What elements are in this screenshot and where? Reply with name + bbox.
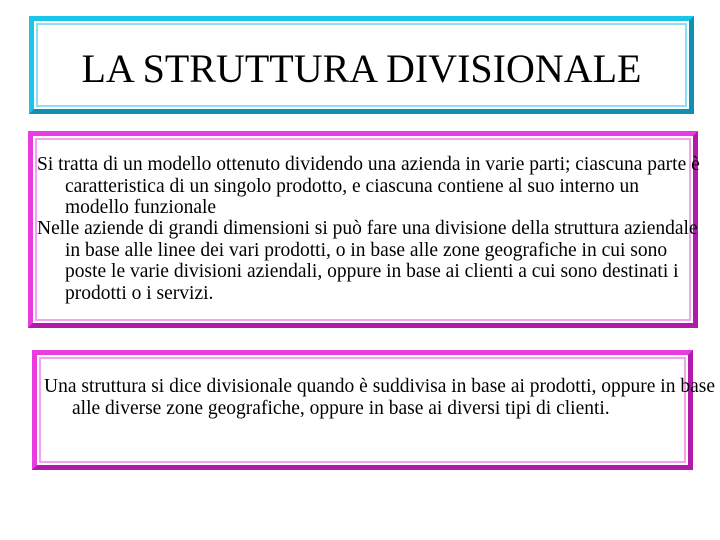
paragraph-definition-model: Si tratta di un modello ottenuto dividendo una azienda in varie parti; ciascuna parte è caratteristica di un singolo prodotto, e ciascuna contiene al suo interno un modello funzionale: [37, 154, 700, 218]
slide-title: LA STRUTTURA DIVISIONALE: [81, 46, 642, 91]
definition-box: [32, 350, 715, 470]
paragraph-divisional-definition: Una struttura si dice divisionale quando è suddivisa in base ai prodotti, oppure in base alle diverse zone geografiche, oppure in base ai diversi tipi di clienti.: [44, 376, 715, 419]
main-content-box: [28, 131, 698, 328]
paragraph-large-companies: Nelle aziende di grandi dimensioni si può fare una divisione della struttura aziendale in base alle linee dei vari prodotti, o in base alle zone geografiche in cui sono poste le varie divisioni aziendali, oppure in base ai clienti a cui sono destinati i prodotti o i servizi.: [37, 218, 698, 304]
title-frame: [29, 16, 694, 114]
